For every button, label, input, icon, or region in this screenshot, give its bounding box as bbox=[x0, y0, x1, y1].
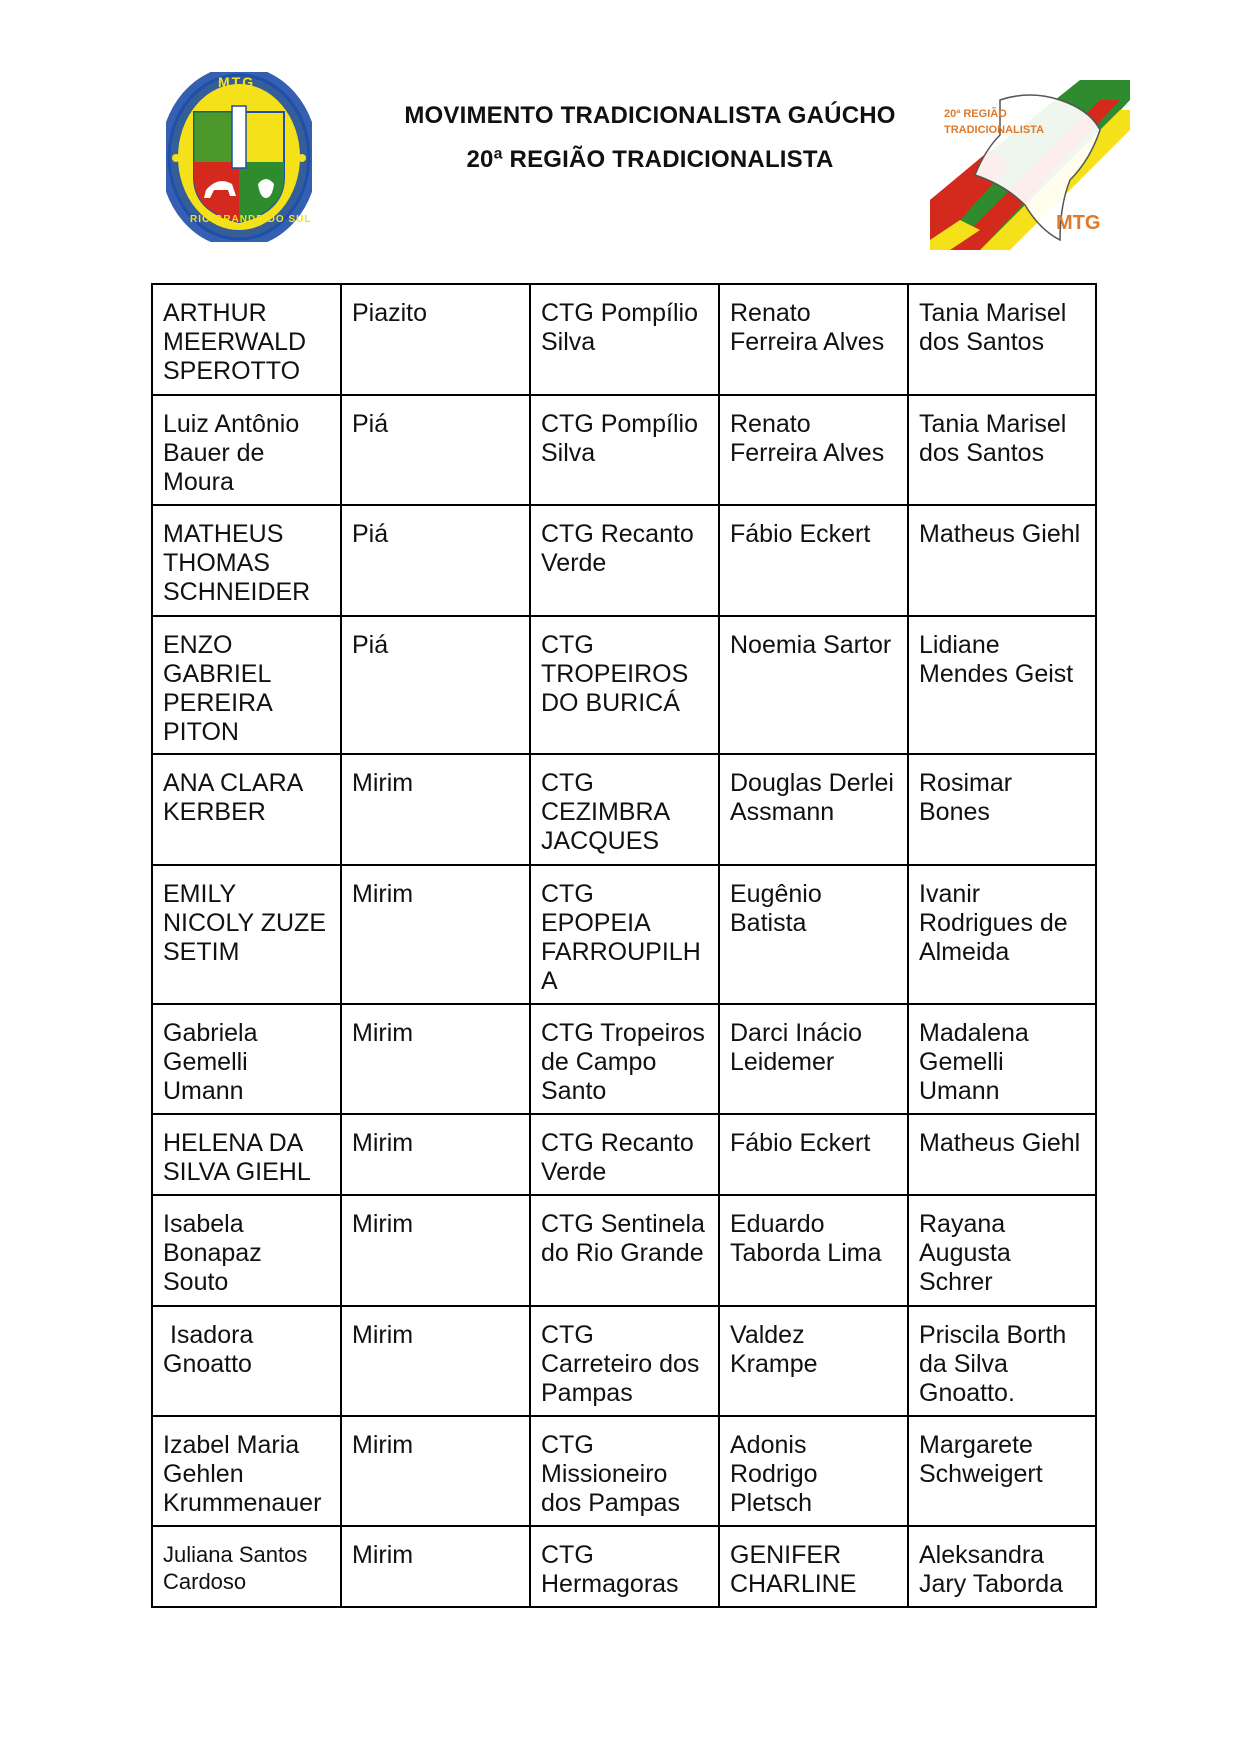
person-cell: Renato Ferreira Alves bbox=[719, 395, 908, 505]
participant-name-cell: Isadora Gnoatto bbox=[152, 1306, 341, 1416]
table-row bbox=[152, 1004, 1096, 1114]
entity-cell: CTG Tropeiros de Campo Santo bbox=[530, 1004, 719, 1114]
region-title: 20ª REGIÃO TRADICIONALISTA bbox=[466, 146, 834, 173]
person-cell: Fábio Eckert bbox=[719, 1114, 908, 1195]
participant-name-cell: EMILY NICOLY ZUZE SETIM bbox=[152, 865, 341, 1004]
entity-cell: CTG Sentinela do Rio Grande bbox=[530, 1195, 719, 1306]
entity-cell: CTG Recanto Verde bbox=[530, 505, 719, 616]
person-cell: Ivanir Rodrigues de Almeida bbox=[908, 865, 1096, 1004]
person-cell: Aleksandra Jary Taborda bbox=[908, 1526, 1096, 1607]
document-header bbox=[0, 0, 1242, 260]
person-cell: Tania Marisel dos Santos bbox=[908, 284, 1096, 395]
category-cell: Mirim bbox=[341, 1416, 530, 1526]
header-titles bbox=[360, 104, 940, 192]
entity-cell: CTG Pompílio Silva bbox=[530, 395, 719, 505]
person-cell: Eduardo Taborda Lima bbox=[719, 1195, 908, 1306]
participants-table-body bbox=[152, 284, 1096, 1607]
person-cell: Tania Marisel dos Santos bbox=[908, 395, 1096, 505]
person-cell: Adonis Rodrigo Pletsch bbox=[719, 1416, 908, 1526]
participant-name-cell: ARTHUR MEERWALD SPEROTTO bbox=[152, 284, 341, 395]
participant-name-cell: Gabriela Gemelli Umann bbox=[152, 1004, 341, 1114]
participant-name-cell: Luiz Antônio Bauer de Moura bbox=[152, 395, 341, 505]
person-cell: Fábio Eckert bbox=[719, 505, 908, 616]
participant-name-cell: MATHEUS THOMAS SCHNEIDER bbox=[152, 505, 341, 616]
person-cell: Eugênio Batista bbox=[719, 865, 908, 1004]
emblem-top-text: MTG bbox=[218, 74, 256, 90]
entity-cell: CTG Pompílio Silva bbox=[530, 284, 719, 395]
category-cell: Piazito bbox=[341, 284, 530, 395]
person-cell: Rayana Augusta Schrer bbox=[908, 1195, 1096, 1306]
category-cell: Piá bbox=[341, 505, 530, 616]
participant-name-cell: Izabel Maria Gehlen Krummenauer bbox=[152, 1416, 341, 1526]
person-cell: Noemia Sartor bbox=[719, 616, 908, 754]
person-cell: GENIFER CHARLINE bbox=[719, 1526, 908, 1607]
table-row bbox=[152, 1114, 1096, 1195]
category-cell: Mirim bbox=[341, 1004, 530, 1114]
logo-brand-text: MTG bbox=[1056, 212, 1101, 234]
participant-name-cell: HELENA DA SILVA GIEHL bbox=[152, 1114, 341, 1195]
person-cell: Darci Inácio Leidemer bbox=[719, 1004, 908, 1114]
emblem-bottom-text: RIO GRANDE DO SUL bbox=[190, 214, 312, 225]
category-cell: Piá bbox=[341, 395, 530, 505]
person-cell: Douglas Derlei Assmann bbox=[719, 754, 908, 865]
participant-name-cell: ENZO GABRIEL PEREIRA PITON bbox=[152, 616, 341, 754]
person-cell: Rosimar Bones bbox=[908, 754, 1096, 865]
person-cell: Matheus Giehl bbox=[908, 1114, 1096, 1195]
category-cell: Mirim bbox=[341, 1114, 530, 1195]
entity-cell: CTG Recanto Verde bbox=[530, 1114, 719, 1195]
entity-cell: CTG EPOPEIA FARROUPILHA bbox=[530, 865, 719, 1004]
person-cell: Renato Ferreira Alves bbox=[719, 284, 908, 395]
logo-region-text-2: TRADICIONALISTA bbox=[944, 124, 1045, 136]
table-row bbox=[152, 1416, 1096, 1526]
organization-title: MOVIMENTO TRADICIONALISTA GAÚCHO bbox=[404, 102, 896, 129]
table-row bbox=[152, 616, 1096, 754]
table-row bbox=[152, 1526, 1096, 1607]
participant-name-cell: Juliana Santos Cardoso bbox=[152, 1526, 341, 1607]
table-row bbox=[152, 505, 1096, 616]
participants-table bbox=[151, 283, 1097, 1608]
table-row bbox=[152, 395, 1096, 505]
category-cell: Mirim bbox=[341, 865, 530, 1004]
category-cell: Mirim bbox=[341, 1526, 530, 1607]
person-cell: Matheus Giehl bbox=[908, 505, 1096, 616]
table-row bbox=[152, 754, 1096, 865]
person-cell: Madalena Gemelli Umann bbox=[908, 1004, 1096, 1114]
entity-cell: CTG Missioneiro dos Pampas bbox=[530, 1416, 719, 1526]
logo-region-text-1: 20ª REGIÃO bbox=[944, 108, 1007, 120]
person-cell: Lidiane Mendes Geist bbox=[908, 616, 1096, 754]
category-cell: Mirim bbox=[341, 1306, 530, 1416]
table-row bbox=[152, 1306, 1096, 1416]
entity-cell: CTG Carreteiro dos Pampas bbox=[530, 1306, 719, 1416]
entity-cell: CTG TROPEIROS DO BURICÁ bbox=[530, 616, 719, 754]
table-row bbox=[152, 1195, 1096, 1306]
entity-cell: CTG Hermagoras bbox=[530, 1526, 719, 1607]
table-row bbox=[152, 284, 1096, 395]
category-cell: Mirim bbox=[341, 1195, 530, 1306]
table-row bbox=[152, 865, 1096, 1004]
category-cell: Mirim bbox=[341, 754, 530, 865]
entity-cell: CTG CEZIMBRA JACQUES bbox=[530, 754, 719, 865]
category-cell: Piá bbox=[341, 616, 530, 754]
person-cell: Priscila Borth da Silva Gnoatto. bbox=[908, 1306, 1096, 1416]
participant-name-cell: Isabela Bonapaz Souto bbox=[152, 1195, 341, 1306]
participant-name-cell: ANA CLARA KERBER bbox=[152, 754, 341, 865]
person-cell: Margarete Schweigert bbox=[908, 1416, 1096, 1526]
person-cell: Valdez Krampe bbox=[719, 1306, 908, 1416]
